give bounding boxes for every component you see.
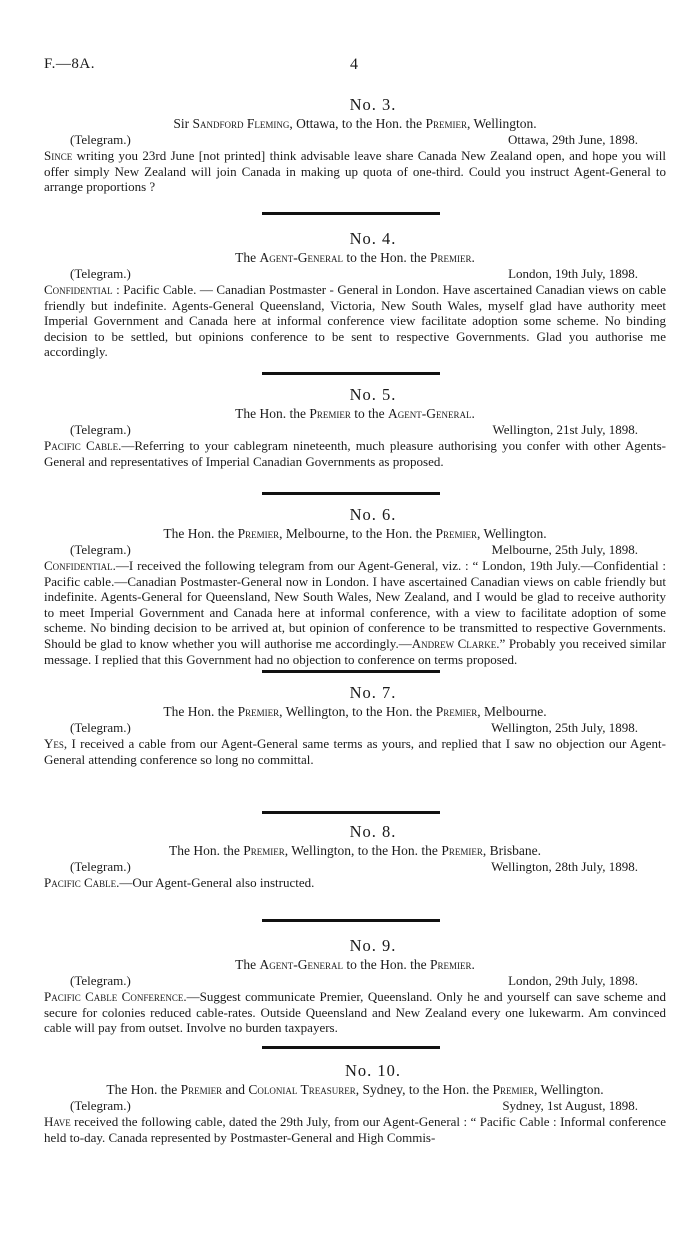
section-heading bbox=[44, 249, 666, 266]
message-body bbox=[44, 736, 666, 767]
body-segment: Have bbox=[44, 1114, 71, 1129]
body-segment: .” Probably you received similar message. I replied that this Government had no objection to conference on terms proposed. bbox=[44, 635, 667, 667]
section-number: No. 5. bbox=[349, 385, 397, 404]
heading-segment: . bbox=[471, 957, 475, 972]
heading-segment: , Wellington, to the Hon. the bbox=[279, 704, 436, 719]
dateline: Wellington, 21st July, 1898. bbox=[492, 422, 638, 437]
body-segment: Andrew Clarke bbox=[411, 635, 497, 651]
section-heading bbox=[44, 842, 666, 859]
telegram-meta bbox=[44, 720, 666, 736]
section-heading bbox=[44, 405, 666, 422]
message-body bbox=[44, 875, 666, 891]
section-heading bbox=[44, 525, 666, 542]
section-number: No. 7. bbox=[349, 683, 397, 702]
heading-segment: , Wellington. bbox=[477, 526, 547, 541]
telegram-meta bbox=[44, 859, 666, 875]
telegram-label: (Telegram.) bbox=[70, 542, 131, 557]
message-body bbox=[44, 282, 666, 360]
section-number: No. 9. bbox=[349, 936, 397, 955]
section-divider bbox=[262, 492, 440, 495]
section-heading bbox=[44, 1081, 666, 1098]
body-segment: Yes bbox=[44, 736, 64, 751]
heading-segment: The Hon. the bbox=[169, 843, 244, 858]
heading-segment: Agent-General bbox=[259, 957, 343, 972]
body-segment: , I received a cable from our Agent-General same terms as yours, and replied that I saw no objection our Agent-General attending conference so long no committal. bbox=[44, 736, 666, 767]
heading-segment: , Melbourne, to the Hon. the bbox=[279, 526, 436, 541]
heading-segment: Colonial Treasurer bbox=[248, 1082, 356, 1097]
heading-segment: Premier bbox=[429, 957, 472, 972]
telegram-section bbox=[44, 1061, 666, 1145]
message-body bbox=[44, 1114, 666, 1145]
telegram-meta bbox=[44, 973, 666, 989]
telegram-label: (Telegram.) bbox=[70, 422, 131, 437]
telegram-section bbox=[44, 936, 666, 1036]
heading-segment: Premier bbox=[180, 1082, 223, 1097]
message-body bbox=[44, 558, 666, 667]
page-number: 4 bbox=[350, 56, 358, 73]
body-segment: .—Referring to your cablegram nineteenth, much pleasure authorising you confer with other Agents-General and representatives of Imperial Canadian Governments as proposed. bbox=[44, 438, 667, 469]
telegram-meta bbox=[44, 1098, 666, 1114]
section-number: No. 4. bbox=[349, 229, 397, 248]
dateline: Melbourne, 25th July, 1898. bbox=[491, 542, 638, 557]
body-segment: writing you 23rd June [not printed] think advisable leave share Canada New Zealand open, and hope you will offer simply New Zealand will join Canada in making up quota of one-third. Could you instruct Agent-General to arrange proportions ? bbox=[44, 148, 666, 195]
body-segment: Confidential bbox=[44, 282, 113, 297]
page-header bbox=[44, 56, 664, 76]
heading-segment: Agent-General bbox=[388, 406, 472, 421]
heading-segment: Premier bbox=[492, 1082, 535, 1097]
section-number: No. 3. bbox=[349, 95, 397, 114]
section-divider bbox=[262, 212, 440, 215]
dateline: Wellington, 25th July, 1898. bbox=[491, 720, 638, 735]
body-segment: received the following cable, dated the 29th July, from our Agent-General : “ Pacific Cable : Informal conference held to-day. Canada represented by Postmaster-General and High Commis- bbox=[44, 1114, 666, 1145]
message-body bbox=[44, 989, 666, 1036]
telegram-label: (Telegram.) bbox=[70, 132, 131, 147]
telegram-meta bbox=[44, 542, 666, 558]
body-segment: .—Suggest communicate Premier, Queensland. Only he and yourself can save scheme and secure for colonies reduced cable-rates. Outside Queensland and New Zealand every one lukewarm. Am convinced cable will pay from outset. Involve no burden taxpayers. bbox=[44, 989, 666, 1036]
telegram-meta bbox=[44, 422, 666, 438]
telegram-meta bbox=[44, 132, 666, 148]
section-divider bbox=[262, 919, 440, 922]
body-segment: Pacific Cable Conference bbox=[44, 989, 184, 1004]
body-segment: Pacific Cable bbox=[44, 438, 119, 453]
telegram-label: (Telegram.) bbox=[70, 973, 131, 988]
heading-segment: The bbox=[235, 957, 260, 972]
heading-segment: , Brisbane. bbox=[482, 843, 541, 858]
heading-segment: Premier bbox=[237, 526, 280, 541]
heading-segment: , Wellington, to the Hon. the bbox=[284, 843, 442, 858]
body-segment: Since bbox=[44, 148, 73, 163]
document-reference: F.—8A. bbox=[44, 56, 95, 72]
heading-segment: Premier bbox=[441, 843, 483, 858]
heading-segment: Premier bbox=[435, 526, 478, 541]
heading-segment: Premier bbox=[309, 406, 351, 421]
dateline: London, 19th July, 1898. bbox=[508, 266, 638, 281]
heading-segment: Sandford Fleming bbox=[192, 116, 290, 131]
heading-segment: , Wellington. bbox=[534, 1082, 604, 1097]
heading-segment: to the Hon. the bbox=[342, 957, 430, 972]
section-heading bbox=[44, 703, 666, 720]
telegram-section bbox=[44, 385, 666, 469]
dateline: Wellington, 28th July, 1898. bbox=[491, 859, 638, 874]
heading-segment: The Hon. the bbox=[163, 526, 238, 541]
section-number: No. 10. bbox=[344, 1061, 402, 1080]
section-divider bbox=[262, 811, 440, 814]
message-body bbox=[44, 438, 666, 469]
body-segment: .—I received the following telegram from our Agent-General, viz. : “ London, 19th July.—Confidential : Pacific cable.—Canadian Postmaster-General now in London. I have ascertained Canadian views on cable friendly but indefinite. Agents-General for Queensland, New South Wales, New Zealand, and I would be glad to receive authority to meet Imperial Government and Canada here at informal conference, with a view to facilitate adoption of some scheme. No binding decision to be arrived at, but opinion of conference to be transmitted to respective Governments. Should be glad to know whether you will authorise me accordingly.— bbox=[44, 558, 666, 651]
heading-segment: , Wellington. bbox=[467, 116, 537, 131]
heading-segment: Agent-General bbox=[259, 250, 343, 265]
dateline: London, 29th July, 1898. bbox=[508, 973, 638, 988]
dateline: Sydney, 1st August, 1898. bbox=[502, 1098, 638, 1113]
heading-segment: , Ottawa, to the Hon. the bbox=[289, 116, 426, 131]
telegram-meta bbox=[44, 266, 666, 282]
heading-segment: Premier bbox=[243, 843, 285, 858]
telegram-section bbox=[44, 95, 666, 195]
heading-segment: The Hon. the bbox=[163, 704, 238, 719]
telegram-section bbox=[44, 822, 666, 891]
body-segment: .—Our Agent-General also instructed. bbox=[116, 875, 315, 890]
telegram-label: (Telegram.) bbox=[70, 720, 131, 735]
heading-segment: and bbox=[222, 1082, 249, 1097]
telegram-label: (Telegram.) bbox=[70, 1098, 131, 1113]
section-divider bbox=[262, 372, 440, 375]
section-number: No. 8. bbox=[349, 822, 397, 841]
heading-segment: , Melbourne. bbox=[477, 704, 547, 719]
heading-segment: to the Hon. the bbox=[342, 250, 430, 265]
telegram-label: (Telegram.) bbox=[70, 859, 131, 874]
dateline: Ottawa, 29th June, 1898. bbox=[508, 132, 638, 147]
heading-segment: The bbox=[235, 250, 260, 265]
heading-segment: Sir bbox=[173, 116, 193, 131]
section-heading bbox=[44, 956, 666, 973]
body-segment: Confidential bbox=[44, 558, 113, 573]
section-heading bbox=[44, 115, 666, 132]
heading-segment: The Hon. the bbox=[235, 406, 310, 421]
message-body bbox=[44, 148, 666, 195]
body-segment: Pacific Cable bbox=[44, 875, 117, 890]
heading-segment: Premier bbox=[429, 250, 472, 265]
heading-segment: . bbox=[471, 250, 475, 265]
telegram-label: (Telegram.) bbox=[70, 266, 131, 281]
heading-segment: . bbox=[471, 406, 475, 421]
heading-segment: to the bbox=[350, 406, 388, 421]
telegram-section bbox=[44, 505, 666, 667]
heading-segment: Premier bbox=[425, 116, 468, 131]
heading-segment: The Hon. the bbox=[106, 1082, 181, 1097]
section-divider bbox=[262, 670, 440, 673]
heading-segment: Premier bbox=[237, 704, 280, 719]
telegram-section bbox=[44, 229, 666, 360]
heading-segment: Premier bbox=[435, 704, 478, 719]
section-divider bbox=[262, 1046, 440, 1049]
body-segment: : Pacific Cable. — Canadian Postmaster - General in London. Have ascertained Canadian views on cable friendly but indefinite. Agents-General Queensland, Victoria, New South Wales, myself glad have authority meet Imperial Government and Canada here at informal conference view facilitate adoption some scheme. No binding decision to be settled, but opinions conference to be sent to respective Governments. Glad you authorise me accordingly. bbox=[44, 282, 666, 360]
section-number: No. 6. bbox=[349, 505, 397, 524]
telegram-section bbox=[44, 683, 666, 767]
heading-segment: , Sydney, to the Hon. the bbox=[355, 1082, 493, 1097]
